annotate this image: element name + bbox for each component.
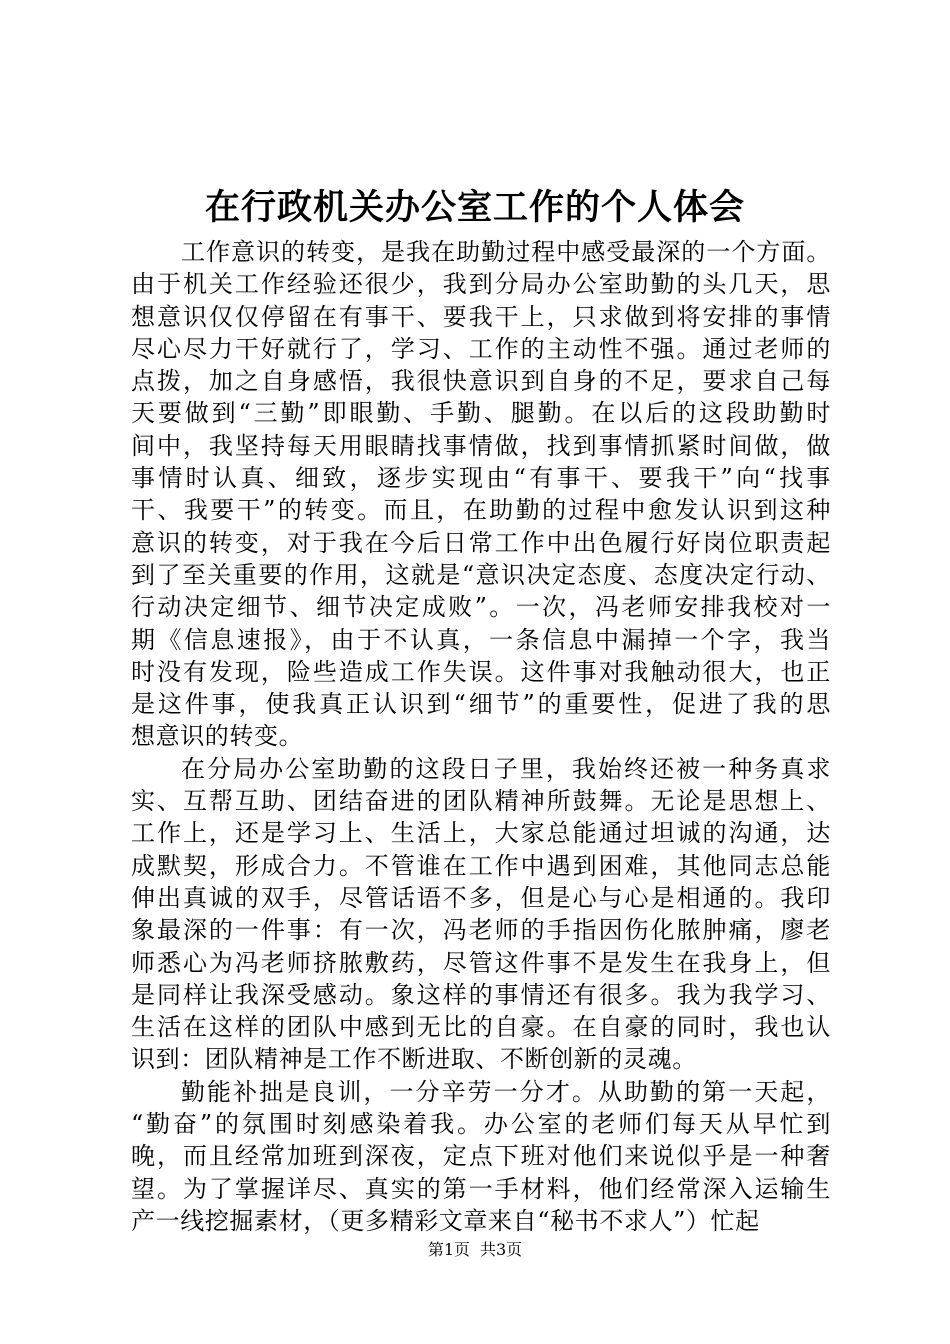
document-title: 在行政机关办公室工作的个人体会 bbox=[204, 187, 745, 228]
text-line: 时没有发现，险些造成工作失误。这件事对我触动很大，也正 bbox=[131, 657, 831, 686]
text-line: 尽心尽力干好就行了，学习、工作的主动性不强。通过老师的 bbox=[131, 334, 831, 363]
text-line: 事情时认真、细致，逐步实现由“有事干、要我干”向“找事 bbox=[131, 464, 831, 493]
text-line: 望。为了掌握详尽、真实的第一手材料，他们经常深入运输生 bbox=[131, 1174, 831, 1203]
page-number: 第1页 bbox=[427, 1240, 470, 1259]
text-line: 识到：团队精神是工作不断进取、不断创新的灵魂。 bbox=[131, 1045, 697, 1074]
text-line: 晚，而且经常加班到深夜，定点下班对他们来说似乎是一种奢 bbox=[131, 1142, 831, 1171]
page-total: 共3页 bbox=[480, 1240, 523, 1259]
text-line: “勤奋”的氛围时刻感染着我。办公室的老师们每天从早忙到 bbox=[131, 1110, 831, 1139]
text-line: 工作上，还是学习上、生活上，大家总能通过坦诚的沟通，达 bbox=[131, 819, 831, 848]
text-line: 到了至关重要的作用，这就是“意识决定态度、态度决定行动、 bbox=[131, 560, 831, 589]
text-line: 间中，我坚持每天用眼睛找事情做，找到事情抓紧时间做，做 bbox=[131, 431, 831, 460]
text-line: 师悉心为冯老师挤脓敷药，尽管这件事不是发生在我身上，但 bbox=[131, 948, 831, 977]
page-footer bbox=[0, 1239, 950, 1261]
text-line: 由于机关工作经验还很少，我到分局办公室助勤的头几天，思 bbox=[131, 270, 831, 299]
paragraph bbox=[131, 753, 831, 1076]
text-line: 生活在这样的团队中感到无比的自豪。在自豪的同时，我也认 bbox=[131, 1013, 831, 1042]
text-line: 象最深的一件事：有一次，冯老师的手指因伤化脓肿痛，廖老 bbox=[131, 916, 831, 945]
text-line: 产一线挖掘素材，（更多精彩文章来自“秘书不求人”）忙起 bbox=[131, 1206, 760, 1235]
text-line: 实、互帮互助、团结奋进的团队精神所鼓舞。无论是思想上、 bbox=[131, 787, 831, 816]
text-line: 工作意识的转变，是我在助勤过程中感受最深的一个方面。 bbox=[181, 238, 831, 266]
text-line: 点拨，加之自身感悟，我很快意识到自身的不足，要求自己每 bbox=[131, 367, 831, 396]
text-line: 干、我要干”的转变。而且，在助勤的过程中愈发认识到这种 bbox=[131, 496, 831, 525]
document-body bbox=[131, 236, 831, 1237]
paragraph bbox=[131, 236, 831, 753]
text-line: 是同样让我深受感动。象这样的事情还有很多。我为我学习、 bbox=[131, 980, 831, 1009]
text-line: 想意识的转变。 bbox=[131, 722, 304, 751]
text-line: 是这件事，使我真正认识到“细节”的重要性，促进了我的思 bbox=[131, 690, 831, 719]
text-line: 行动决定细节、细节决定成败”。一次，冯老师安排我校对一 bbox=[131, 593, 831, 622]
text-line: 伸出真诚的双手，尽管话语不多，但是心与心是相通的。我印 bbox=[131, 883, 831, 912]
text-line: 成默契，形成合力。不管谁在工作中遇到困难，其他同志总能 bbox=[131, 851, 831, 880]
text-line: 意识的转变，对于我在今后日常工作中出色履行好岗位职责起 bbox=[131, 528, 831, 557]
paragraph bbox=[131, 1076, 831, 1237]
text-line: 勤能补拙是良训，一分辛劳一分才。从助勤的第一天起， bbox=[181, 1077, 831, 1106]
text-line: 期《信息速报》，由于不认真，一条信息中漏掉一个字，我当 bbox=[131, 625, 831, 654]
text-line: 天要做到“三勤”即眼勤、手勤、腿勤。在以后的这段助勤时 bbox=[131, 399, 831, 428]
text-line: 想意识仅仅停留在有事干、要我干上，只求做到将安排的事情 bbox=[131, 302, 831, 331]
text-line: 在分局办公室助勤的这段日子里，我始终还被一种务真求 bbox=[181, 754, 831, 783]
